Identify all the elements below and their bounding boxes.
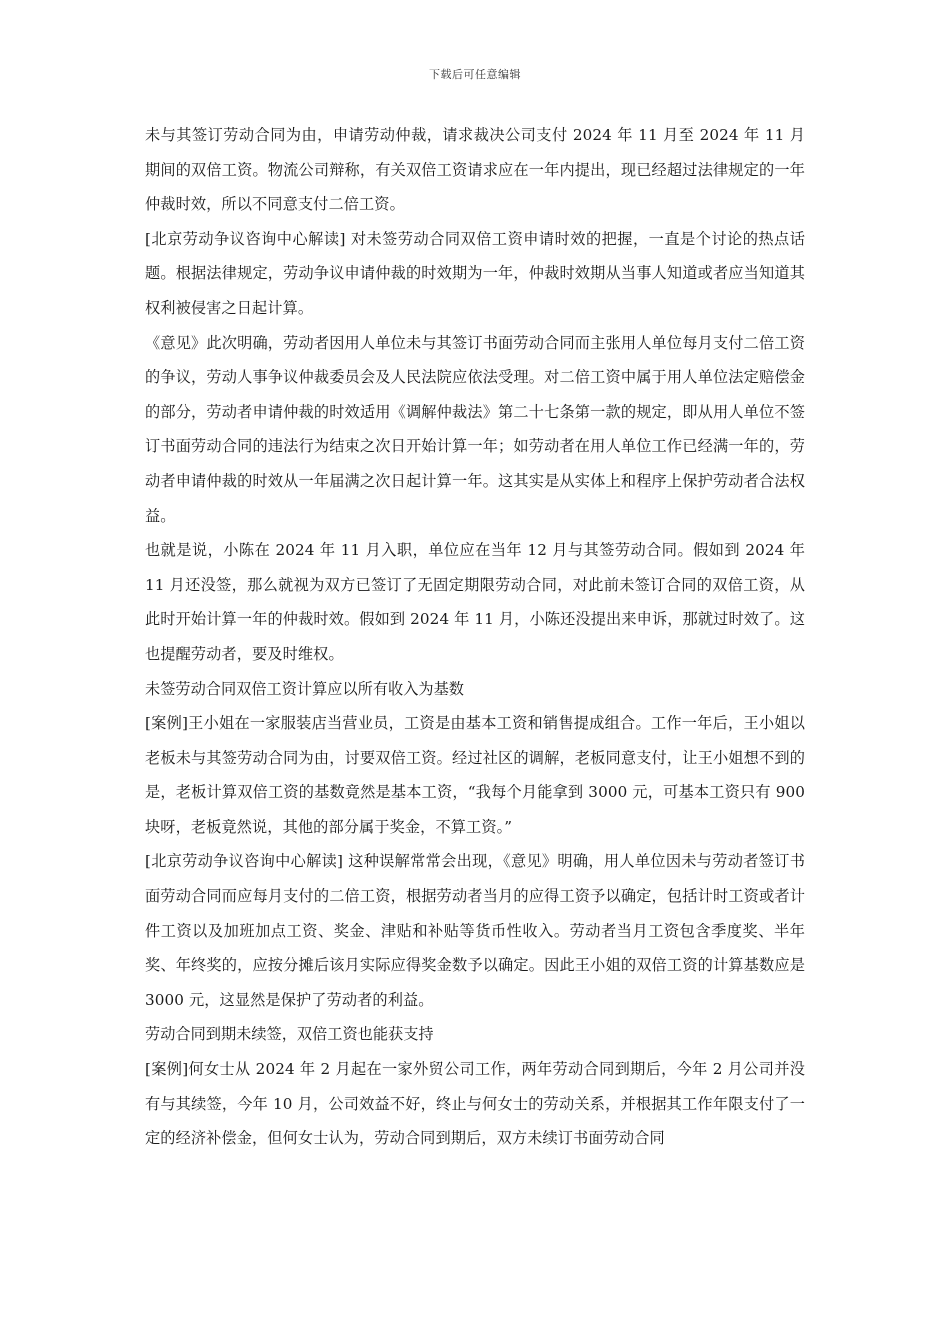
- section-heading: 未签劳动合同双倍工资计算应以所有收入为基数: [145, 679, 464, 698]
- document-body: [145, 118, 805, 1156]
- paragraph: [北京劳动争议咨询中心解读] 这种误解常常会出现，《意见》明确，用人单位因未与劳动者签订书面劳动合同而应每月支付的二倍工资，根据劳动者当月的应得工资予以确定，包括计时工资或者计件工资以及加班加点工资、奖金、津贴和补贴等货币性收入。劳动者当月工资包含季度奖、半年奖、年终奖的，应按分摊后该月实际应得奖金数予以确定。因此王小姐的双倍工资的计算基数应是 3000 元，这显然是保护了劳动者的利益。: [145, 852, 805, 1009]
- paragraph: [案例]王小姐在一家服装店当营业员，工资是由基本工资和销售提成组合。工作一年后，王小姐以老板未与其签劳动合同为由，讨要双倍工资。经过社区的调解，老板同意支付，让王小姐想不到的是，老板计算双倍工资的基数竟然是基本工资，“我每个月能拿到 3000 元，可基本工资只有 900 块呀，老板竟然说，其他的部分属于奖金，不算工资。”: [145, 714, 805, 836]
- paragraph: 也就是说，小陈在 2024 年 11 月入职，单位应在当年 12 月与其签劳动合同。假如到 2024 年 11 月还没签，那么就视为双方已签订了无固定期限劳动合同，对此前未签订合同的双倍工资，从此时开始计算一年的仲裁时效。假如到 2024 年 11 月，小陈还没提出来申诉，那就过时效了。这也提醒劳动者，要及时维权。: [145, 541, 805, 663]
- paragraph: [北京劳动争议咨询中心解读] 对未签劳动合同双倍工资申请时效的把握，一直是个讨论的热点话题。根据法律规定，劳动争议申请仲裁的时效期为一年，仲裁时效期从当事人知道或者应当知道其权利被侵害之日起计算。: [145, 229, 805, 317]
- paragraph: 《意见》此次明确，劳动者因用人单位未与其签订书面劳动合同而主张用人单位每月支付二倍工资的争议，劳动人事争议仲裁委员会及人民法院应依法受理。对二倍工资中属于用人单位法定赔偿金的部分，劳动者申请仲裁的时效适用《调解仲裁法》第二十七条第一款的规定，即从用人单位不签订书面劳动合同的违法行为结束之次日开始计算一年；如劳动者在用人单位工作已经满一年的，劳动者申请仲裁的时效从一年届满之次日起计算一年。这其实是从实体上和程序上保护劳动者合法权益。: [145, 333, 805, 525]
- section-heading: 劳动合同到期未续签，双倍工资也能获支持: [145, 1025, 434, 1044]
- paragraph: 未与其签订劳动合同为由，申请劳动仲裁，请求裁决公司支付 2024 年 11 月至 2024 年 11 月期间的双倍工资。物流公司辩称，有关双倍工资请求应在一年内提出，现已经超过法律规定的一年仲裁时效，所以不同意支付二倍工资。: [145, 126, 805, 214]
- page-header: 下载后可任意编辑: [429, 68, 521, 81]
- paragraph: [案例]何女士从 2024 年 2 月起在一家外贸公司工作，两年劳动合同到期后，今年 2 月公司并没有与其续签，今年 10 月，公司效益不好，终止与何女士的劳动关系，并根据其工作年限支付了一定的经济补偿金，但何女士认为，劳动合同到期后，双方未续订书面劳动合同: [145, 1060, 805, 1148]
